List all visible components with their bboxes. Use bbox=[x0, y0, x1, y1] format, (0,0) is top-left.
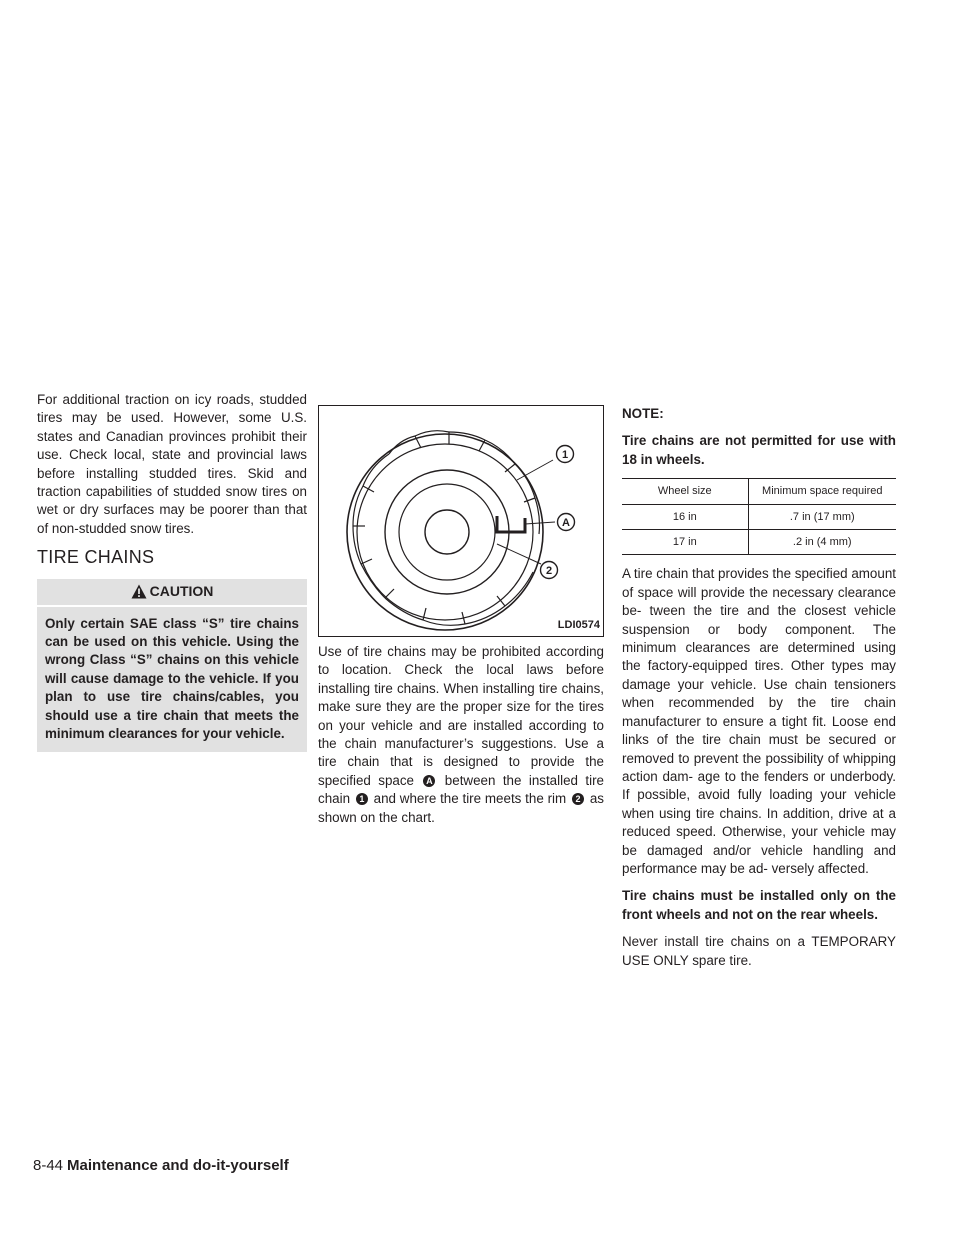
callout-label-1: 1 bbox=[561, 449, 569, 461]
marker-a-icon: A bbox=[423, 775, 435, 787]
header-min-space: Minimum space required bbox=[748, 479, 896, 504]
studded-tires-paragraph: For additional traction on icy roads, studded tires may be used. However, some U.S. states and Canadian provinces prohibit their use. Check local, state and provincial laws before installing studded tires. Skid and traction capabilities of studded snow tires on wet or dry surfaces may be poorer than that of non-studded snow tires. bbox=[37, 392, 307, 536]
spare-tire-paragraph: Never install tire chains on a TEMPORARY USE ONLY spare tire. bbox=[622, 934, 896, 968]
caution-box bbox=[37, 579, 307, 752]
table-row bbox=[622, 530, 896, 555]
warning-triangle-icon bbox=[131, 584, 147, 599]
header-wheel-size: Wheel size bbox=[622, 479, 748, 504]
caution-header bbox=[37, 579, 307, 607]
wheel-size-cell: 17 in bbox=[622, 530, 748, 555]
marker-2-icon: 2 bbox=[572, 793, 584, 805]
wheel-size-cell: 16 in bbox=[622, 504, 748, 529]
callout-label-2: 2 bbox=[545, 565, 553, 577]
table-row bbox=[622, 504, 896, 529]
min-space-cell: .7 in (17 mm) bbox=[748, 504, 896, 529]
right-column bbox=[622, 405, 896, 979]
tire-illustration bbox=[319, 406, 603, 636]
callout-label-a: A bbox=[562, 517, 570, 529]
tire-chain-figure bbox=[318, 405, 604, 637]
clearance-table bbox=[622, 478, 896, 555]
caution-title: CAUTION bbox=[149, 583, 214, 600]
tire-chain-usage-paragraph bbox=[318, 643, 604, 827]
caution-text: Only certain SAE class “S” tire chains can be used on this vehicle. Using the wrong Class “S” chains on this vehicle will cause damage to the vehicle. If you plan to use tire chains/cables, you should use a tire chain that meets the minimum clearances for your vehicle. bbox=[45, 615, 299, 742]
note-label: NOTE: bbox=[622, 406, 664, 421]
middle-column bbox=[318, 405, 604, 836]
usage-text-b: between the installed tire chain bbox=[318, 772, 604, 807]
left-column bbox=[37, 391, 307, 752]
page-number: 8-44 bbox=[33, 1157, 64, 1174]
section-title: TIRE CHAINS bbox=[37, 547, 155, 568]
front-wheels-warning: Tire chains must be installed only on the front wheels and not on the rear wheels. bbox=[622, 888, 896, 922]
note-text: Tire chains are not permitted for use with 18 in wheels. bbox=[622, 433, 896, 467]
usage-text-d: as shown on the chart. bbox=[318, 791, 604, 825]
table-header-row bbox=[622, 479, 896, 504]
usage-text-c: and where the tire meets the rim bbox=[373, 791, 567, 807]
chapter-title: Maintenance and do-it-yourself bbox=[67, 1157, 289, 1174]
page-footer bbox=[33, 1157, 289, 1174]
figure-id: LDI0574 bbox=[557, 618, 600, 631]
usage-text-a: Use of tire chains may be prohibited according to location. Check the local laws before installing tire chains. When installing tire chains, make sure they are the proper size for the tires on your vehicle and are installed according to the chain manufacturer’s suggestions. Use a tire chain that is designed to provide the specified space bbox=[318, 644, 604, 788]
min-space-cell: .2 in (4 mm) bbox=[748, 530, 896, 555]
marker-1-icon: 1 bbox=[356, 793, 368, 805]
clearance-paragraph: A tire chain that provides the specified amount of space will provide the necessary clearance be- tween the tire and the closest vehicle suspension or body component. The minimum clearances are determined using the factory-equipped tires. Other types may damage your vehicle. Use chain tensioners when recommended by the tire chain manufacturer to ensure a tight fit. Loose end links of the tire chain must be secured or removed to prevent the possibility of whipping action dam- age to the fenders or underbody. If possible, avoid fully loading your vehicle when using tire chains. In addition, drive at a reduced speed. Otherwise, your vehicle may be damaged and/or vehicle handling and performance may be ad- versely affected. bbox=[622, 566, 896, 876]
